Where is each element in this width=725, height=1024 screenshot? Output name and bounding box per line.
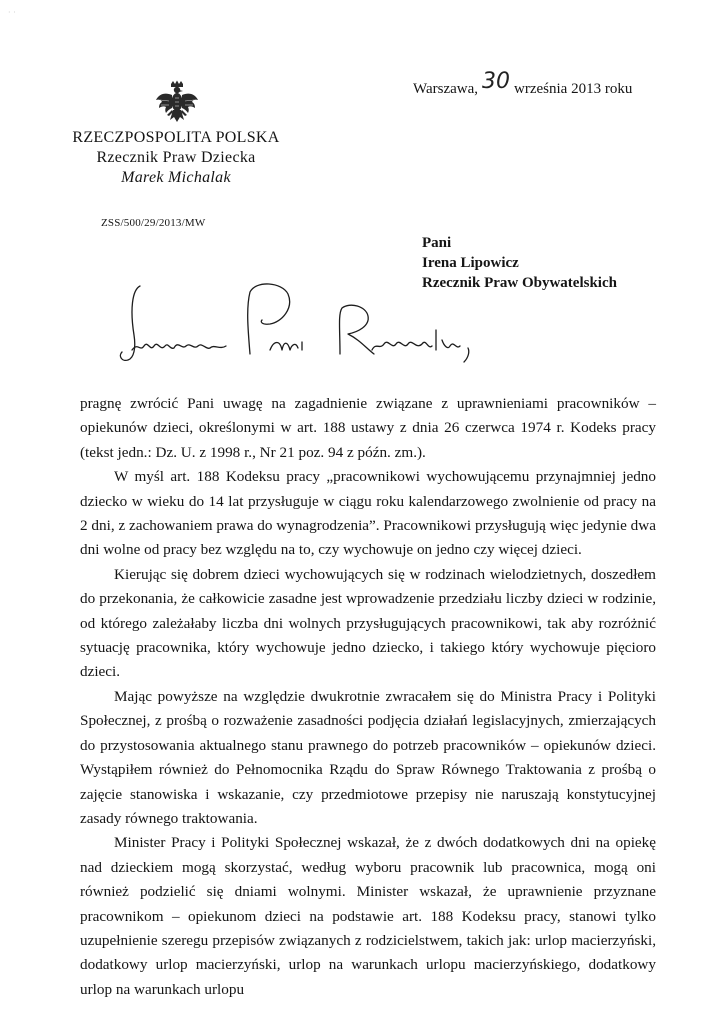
sender-block — [0, 128, 352, 188]
date-month-year: września 2013 roku — [514, 81, 633, 97]
recipient-office: Rzecznik Praw Obywatelskich — [422, 275, 617, 291]
sender-office: Rzecznik Praw Dziecka — [96, 149, 256, 166]
letter-body — [80, 392, 656, 1002]
body-paragraph: W myśl art. 188 Kodeksu pracy „pracownikowi wychowującemu przynajmniej jedno dziecko w wieku do 14 lat przysługuje w ciągu roku kalendarzowego zwolnienie od pracy na 2 dni, z zachowaniem prawa do wynagrodzenia”. Pracownikowi przysługują więc jedynie dwa dni wolne od pracy bez względu na to, czy wychowuje on jedno czy więcej dzieci. — [80, 468, 656, 559]
letter-date — [413, 69, 633, 99]
date-day-handwritten: 30 — [482, 69, 511, 94]
polish-eagle-emblem-icon — [155, 80, 199, 128]
reference-number: ZSS/500/29/2013/MW — [101, 217, 206, 229]
handwritten-salutation — [110, 280, 490, 380]
recipient-title: Pani — [422, 235, 452, 251]
date-place: Warszawa, — [413, 81, 479, 97]
scan-artifact: · · — [8, 8, 16, 17]
body-paragraph: Kierując się dobrem dzieci wychowujących się w rodzinach wielodzietnych, doszedłem do przekonania, że całkowicie zasadne jest wprowadzenie przedziału liczby dzieci w rodzinie, od którego zależałaby liczba dni wolnych przysługujących pracownikowi, tak aby rozróżnić sytuację pracownika, który wychowuje jedno dziecko, i takiego który wychowuje pięcioro dzieci. — [80, 565, 656, 681]
sender-country: RZECZPOSPOLITA POLSKA — [72, 129, 280, 146]
body-paragraph: Minister Pracy i Polityki Społecznej wskazał, że z dwóch dodatkowych dni na opiekę nad dzieckiem mogą skorzystać, według wyboru pracownik lub pracownica, mogą oni również podzielić się dniami wolnymi. Minister wskazał, że uprawnienie przyznane pracownikom – opiekunom dzieci na podstawie art. 188 Kodeksu pracy, stanowi tylko uzupełnienie szeregu przepisów związanych z rodzicielstwem, takich jak: urlop macierzyński, dodatkowy urlop macierzyński, urlop na warunkach urlopu macierzyńskiego, dodatkowy urlop na warunkach urlopu — [80, 834, 656, 998]
recipient-name: Irena Lipowicz — [422, 255, 519, 271]
sender-name: Marek Michalak — [121, 169, 231, 186]
body-paragraph: pragnę zwrócić Pani uwagę na zagadnienie związane z uprawnieniami pracowników – opiekunów dzieci, określonymi w art. 188 ustawy z dnia 26 czerwca 1974 r. Kodeks pracy (tekst jedn.: Dz. U. z 1998 r., Nr 21 poz. 94 z późn. zm.). — [80, 395, 656, 461]
body-paragraph: Mając powyższe na względzie dwukrotnie zwracałem się do Ministra Pracy i Polityki Społecznej, z prośbą o rozważenie zasadności podjęcia działań legislacyjnych, zmierzających do przystosowania aktualnego stanu prawnego do potrzeb pracowników – opiekunów dzieci. Wystąpiłem również do Pełnomocnika Rządu do Spraw Równego Traktowania z prośbą o zajęcie stanowiska i wskazanie, czy przedmiotowe przepisy nie naruszają konstytucyjnej zasady równego traktowania. — [80, 687, 656, 827]
